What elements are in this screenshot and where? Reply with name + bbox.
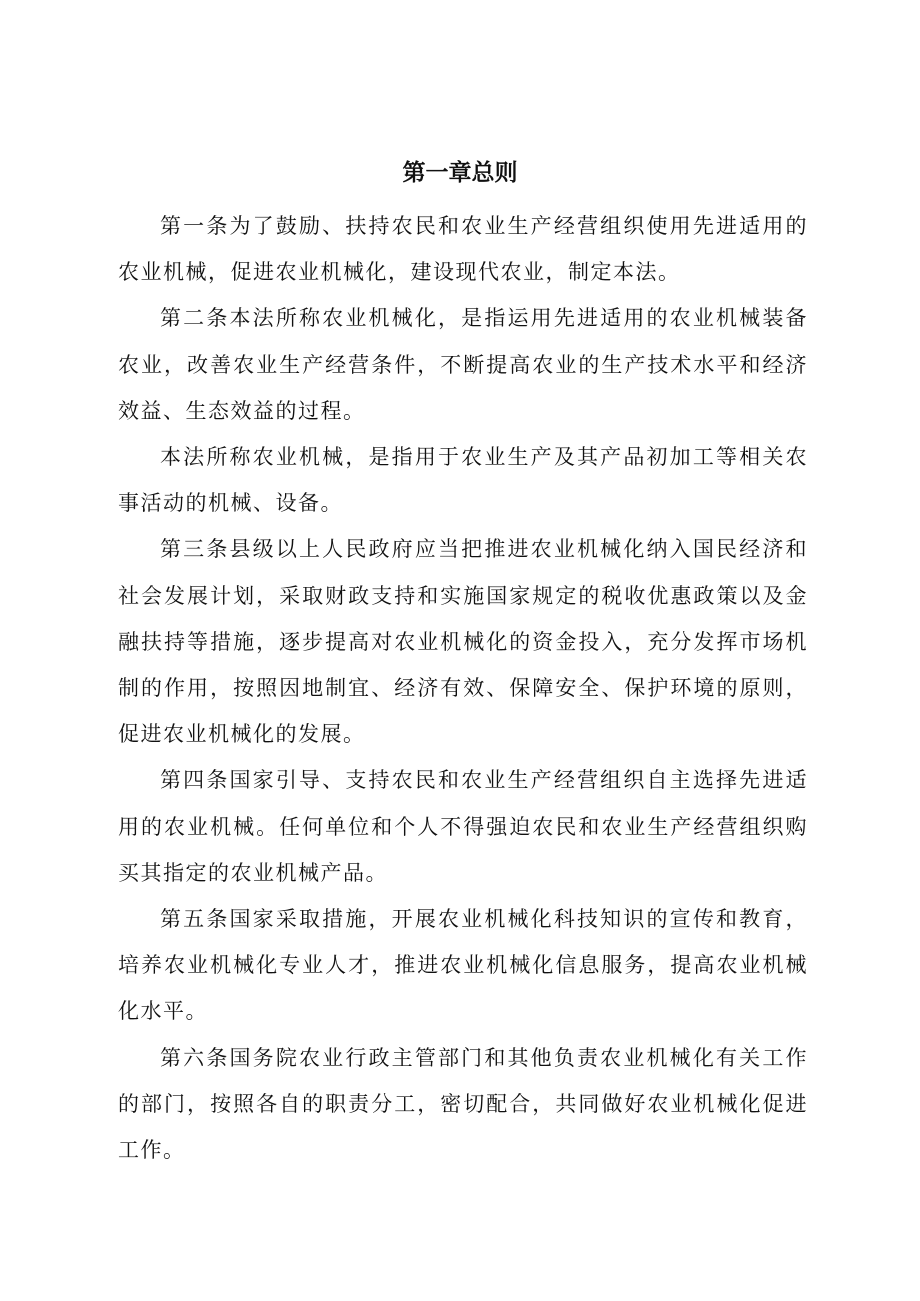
article-6-paragraph: 第六条国务院农业行政主管部门和其他负责农业机械化有关工作的部门，按照各自的职责分工，密切配合，共同做好农业机械化促进工作。 [118,1045,808,1163]
article-3-paragraph: 第三条县级以上人民政府应当把推进农业机械化纳入国民经济和社会发展计划，采取财政支持和实施国家规定的税收优惠政策以及金融扶持等措施，逐步提高对农业机械化的资金投入，充分发挥市场机制的作用，按照因地制宜、经济有效、保障安全、保护环境的原则，促进农业机械化的发展。 [118,537,808,747]
article-2-definition-paragraph: 本法所称农业机械，是指用于农业生产及其产品初加工等相关农事活动的机械、设备。 [118,445,808,516]
chapter-title: 第一章总则 [402,160,518,186]
article-2-paragraph: 第二条本法所称农业机械化，是指运用先进适用的农业机械装备农业，改善农业生产经营条件，不断提高农业的生产技术水平和经济效益、生态效益的过程。 [118,306,808,423]
article-5-paragraph: 第五条国家采取措施，开展农业机械化科技知识的宣传和教育，培养农业机械化专业人才，推进农业机械化信息服务，提高农业机械化水平。 [118,907,808,1024]
article-1-paragraph: 第一条为了鼓励、扶持农民和农业生产经营组织使用先进适用的农业机械，促进农业机械化，建设现代农业，制定本法。 [118,214,808,285]
article-4-paragraph: 第四条国家引导、支持农民和农业生产经营组织自主选择先进适用的农业机械。任何单位和个人不得强迫农民和农业生产经营组织购买其指定的农业机械产品。 [118,768,808,885]
document-body [118,203,808,1173]
